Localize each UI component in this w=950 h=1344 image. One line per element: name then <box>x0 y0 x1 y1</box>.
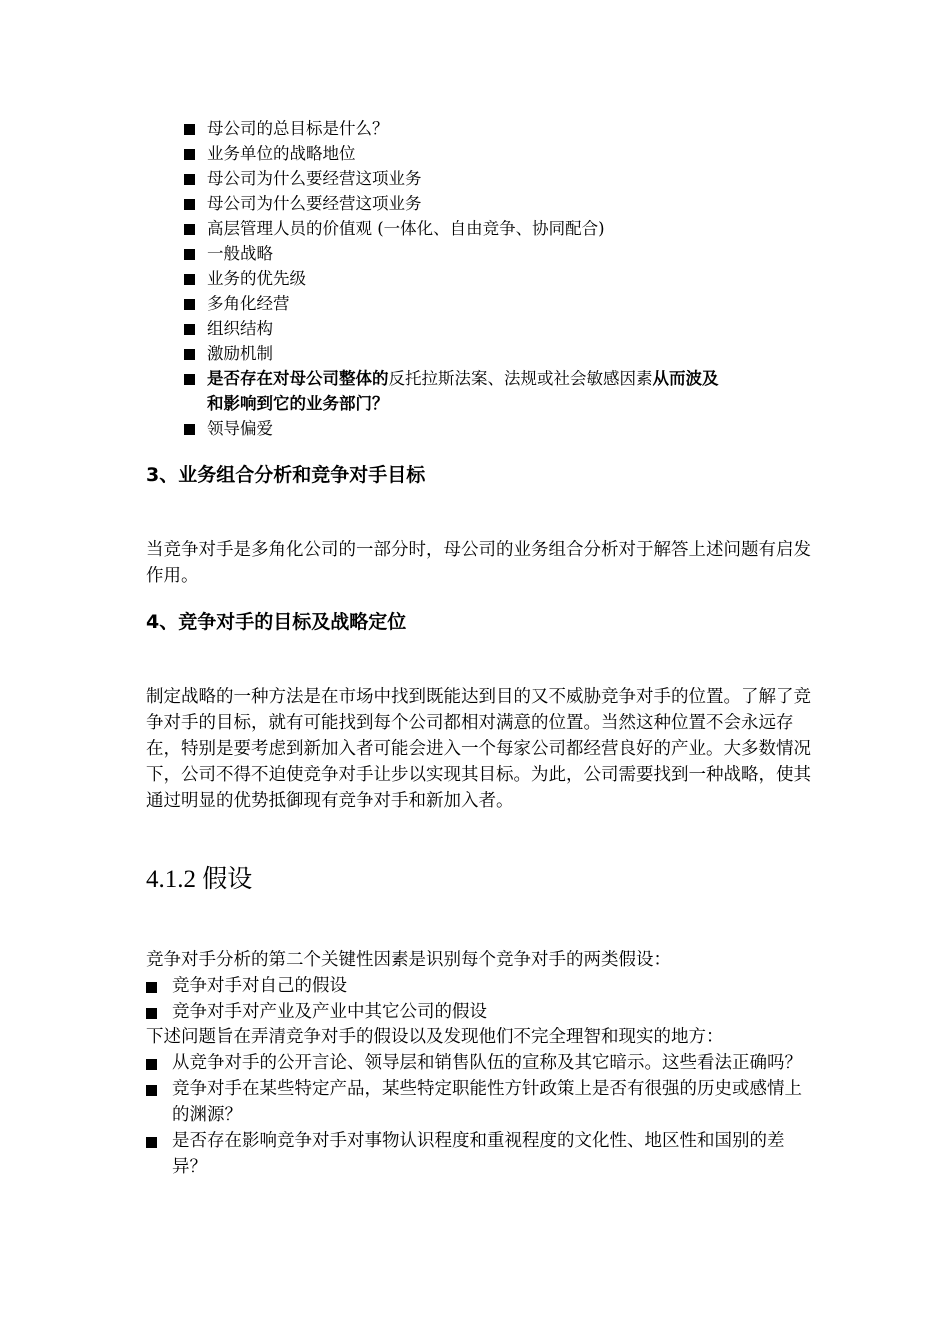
list-item: 一般战略 <box>184 241 824 266</box>
list-item: 高层管理人员的价值观 (一体化、自由竞争、协同配合) <box>184 216 824 241</box>
list-item: 从竞争对手的公开言论、领导层和销售队伍的宣称及其它暗示。这些看法正确吗？ <box>146 1050 816 1076</box>
assumptions-intro: 竞争对手分析的第二个关键性因素是识别每个竞争对手的两类假设： <box>146 950 671 970</box>
questions-intro: 下述问题旨在弄清竞争对手的假设以及发现他们不完全理智和现实的地方： <box>146 1027 724 1047</box>
list-item: 是否存在影响竞争对手对事物认识程度和重视程度的文化性、地区性和国别的差异？ <box>146 1128 816 1180</box>
list-item: 业务的优先级 <box>184 266 824 291</box>
bullet-square-icon <box>184 324 195 335</box>
list-item: 领导偏爱 <box>184 416 824 441</box>
assumption-types-list <box>146 973 816 1025</box>
list-item: 竞争对手对产业及产业中其它公司的假设 <box>146 999 816 1025</box>
bullet-square-icon <box>146 1085 157 1096</box>
bullet-square-icon <box>146 1059 157 1070</box>
bullet-square-icon <box>184 199 195 210</box>
bullet-square-icon <box>184 249 195 260</box>
section-3-paragraph: 当竞争对手是多角化公司的一部分时，母公司的业务组合分析对于解答上述问题有启发作用。 <box>146 540 811 586</box>
bullet-square-icon <box>146 1008 157 1019</box>
list-item: 母公司的总目标是什么？ <box>184 116 824 141</box>
bullet-square-icon <box>184 124 195 135</box>
bullet-square-icon <box>184 149 195 160</box>
subsection-heading-412: 4.1.2 假设 <box>146 866 253 893</box>
bullet-square-icon <box>184 299 195 310</box>
list-item: 母公司为什么要经营这项业务 <box>184 166 824 191</box>
bullet-square-icon <box>184 274 195 285</box>
parent-goal-bullet-list <box>184 116 824 441</box>
bullet-square-icon <box>184 349 195 360</box>
list-item: 母公司为什么要经营这项业务 <box>184 191 824 216</box>
bullet-square-icon <box>184 424 195 435</box>
list-item: 多角化经营 <box>184 291 824 316</box>
bullet-square-icon <box>146 1137 157 1148</box>
list-item: 激励机制 <box>184 341 824 366</box>
bullet-square-icon <box>184 374 195 385</box>
list-item: 组织结构 <box>184 316 824 341</box>
section-heading-4: 4、竞争对手的目标及战略定位 <box>146 611 407 633</box>
bullet-square-icon <box>146 982 157 993</box>
assumption-questions-list <box>146 1050 816 1180</box>
list-item: 业务单位的战略地位 <box>184 141 824 166</box>
list-item-antitrust: 是否存在对母公司整体的反托拉斯法案、法规或社会敏感因素从而波及 和影响到它的业务部门？ <box>184 366 824 416</box>
list-item: 竞争对手在某些特定产品，某些特定职能性方针政策上是否有很强的历史或感情上的渊源？ <box>146 1076 816 1128</box>
section-4-paragraph: 制定战略的一种方法是在市场中找到既能达到目的又不威胁竞争对手的位置。了解了竞争对手的目标，就有可能找到每个公司都相对满意的位置。当然这种位置不会永远存在，特别是要考虑到新加入者可能会进入一个每家公司都经营良好的产业。大多数情况下，公司不得不迫使竞争对手让步以实现其目标。为此，公司需要找到一种战略，使其通过明显的优势抵御现有竞争对手和新加入者。 <box>146 687 811 811</box>
section-heading-3: 3、业务组合分析和竞争对手目标 <box>146 464 426 486</box>
list-item: 竞争对手对自己的假设 <box>146 973 816 999</box>
bullet-square-icon <box>184 174 195 185</box>
bullet-square-icon <box>184 224 195 235</box>
